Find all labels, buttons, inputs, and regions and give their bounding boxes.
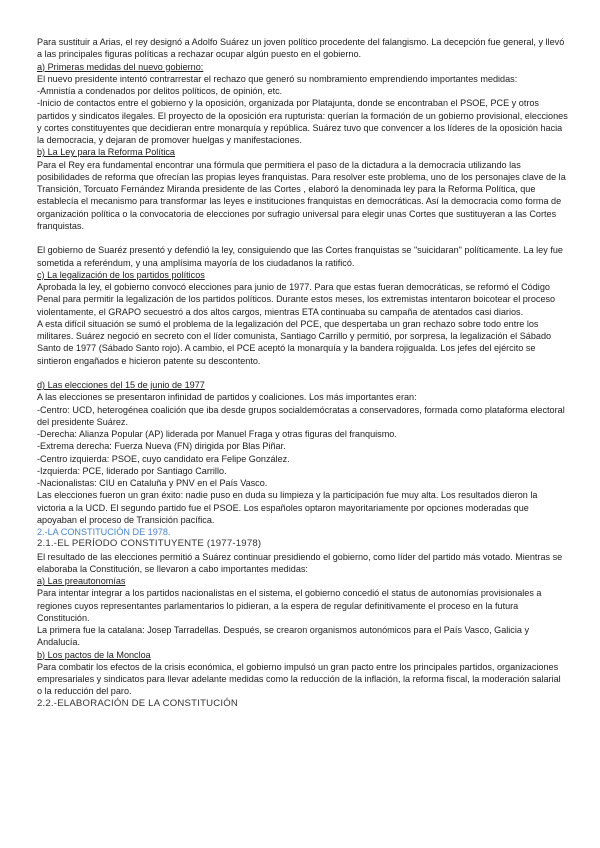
- section-c-paragraph: Aprobada la ley, el gobierno convocó elecciones para junio de 1977. Para que estas fueran democráticas, se reformó el Código Penal para permitir la legalización de los partidos políticos. Durante estos meses, los extremistas intentaron boicotear el proceso violentamente, el GRAPO secuestró a dos altos cargos, mientras ETA continuaba su campaña de atentados casi diarios.: [37, 282, 556, 317]
- party-list-item: -Izquierda: PCE, liderado por Santiago Carrillo.: [37, 465, 227, 476]
- subchapter-heading: 2.2.-ELABORACIÓN DE LA CONSTITUCIÓN: [37, 697, 239, 709]
- chapter-heading: 2.-LA CONSTITUCIÓN DE 1978.: [37, 527, 171, 537]
- section-b-heading: b) La Ley para la Reforma Política: [37, 147, 175, 158]
- section-a-heading: a) Primeras medidas del nuevo gobierno:: [37, 61, 204, 72]
- preautonomias-paragraph: Para intentar integrar a los partidos nacionalistas en el sistema, el gobierno concedió el status de autonomías provisionales a regiones cuyos representantes parlamentarios lo pidieran, a la espera de regular definitivamente el proceso en la futura Constitución.: [37, 588, 542, 623]
- section-d-paragraph: A las elecciones se presentaron infinidad de partidos y coaliciones. Los más importantes eran:: [37, 392, 417, 403]
- party-list-item: -Nacionalistas: CIU en Cataluña y PNV en el País Vasco.: [37, 478, 268, 488]
- section-d-paragraph: Las elecciones fueron un gran éxito: nadie puso en duda su limpieza y la participación fue muy alta. Los resultados dieron la victoria a la UCD. El segundo partido fue el PSOE. Los españoles optaron mayoritariamente por opciones moderadas que apoyaban el proceso de Transición pacífica.: [37, 490, 538, 525]
- party-list-item: -Centro: UCD, heterogénea coalición que iba desde grupos socialdemócratas a conservadores, formada como plataforma electoral del presidente Suárez.: [37, 404, 565, 427]
- section-2-paragraph: El resultado de las elecciones permitió a Suárez continuar presidiendo el gobierno, como líder del partido más votado. Mientras se elaboraba la Constitución, se llevaron a cabo importantes medidas:: [37, 551, 563, 574]
- preautonomias-paragraph: La primera fue la catalana: Josep Tarradellas. Después, se crearon organismos autonómicos para el País Vasco, Galicia y Andalucía.: [37, 625, 529, 648]
- section-b-paragraph: El gobierno de Suaréz presentó y defendió la ley, consiguiendo que las Cortes franquistas se "suicidaran" políticamente. La ley fue sometida a referéndum, y una amplísima mayoría de los ciudadanos la ratificó.: [37, 245, 563, 268]
- section-a-measure: -Inicio de contactos entre el gobierno y la oposición, organizada por Platajunta, donde se encontraban el PSOE, PCE y otros partidos y sindicatos ilegales. El proyecto de la oposición era rupturista: querían la formación de un gobierno provisional, elecciones y cortes constituyentes que decidieran entre monarquía y república. Suárez tuvo que convencer a los líderes de la oposición hacia la democracia, y dejaran de promover huelgas y manifestaciones.: [37, 98, 568, 145]
- party-list-item: -Extrema derecha: Fuerza Nueva (FN) dirigida por Blas Piñar.: [37, 441, 286, 452]
- moncloa-heading: b) Los pactos de la Moncloa: [37, 649, 151, 660]
- moncloa-paragraph: Para combatir los efectos de la crisis económica, el gobierno impulsó un gran pacto entre los principales partidos, organizaciones empresariales y sindicatos para llevar adelante medidas como la reducción de la inflación, la reforma fiscal, la moderación salarial o la reducción del paro.: [37, 661, 561, 697]
- section-d-heading: d) Las elecciones del 15 de junio de 1977: [37, 380, 205, 390]
- blank-line: [37, 367, 568, 379]
- party-list-item: -Derecha: Alianza Popular (AP) liderada por Manuel Fraga y otras figuras del franquismo.: [37, 429, 397, 439]
- section-b-paragraph: Para el Rey era fundamental encontrar una fórmula que permitiera el paso de la dictadura a la democracia utilizando las posibilidades de reforma que ofrecían las propias leyes franquistas. Para resolver este problema, uno de los personajes clave de la Transición, Torcuato Fernández Miranda presidente de las Cortes , elaboró la denominada ley para la Reforma Política, que establecía el mecanismo para transformar las leyes e instituciones franquistas en democráticas. Así la democracia como forma de organización política o la convocatoria de elecciones por sufragio universal para elegir unas Cortes que sustituyeran a las Cortes franquistas.: [37, 159, 566, 231]
- section-a-measure: -Amnistía a condenados por delitos políticos, de opinión, etc.: [37, 86, 283, 96]
- blank-line: [37, 232, 568, 244]
- preautonomias-heading: a) Las preautonomías: [37, 576, 126, 586]
- party-list-item: -Centro izquierda: PSOE, cuyo candidato era Felipe González.: [37, 453, 290, 464]
- section-c-heading: c) La legalización de los partidos políticos: [37, 269, 205, 280]
- section-c-paragraph: A esta difícil situación se sumó el problema de la legalización del PCE, que despertaba un gran rechazo sobre todo entre los militares. Suárez negoció en secreto con el líder comunista, Santiago Carrillo y permitió, por sorpresa, la legalización el Sábado Santo de 1977 (Sábado Santo rojo). A cambio, el PCE aceptó la monarquía y la bandera rojigualda. Los jefes del ejército se sintieron engañados e hicieron patente su descontento.: [37, 318, 552, 366]
- section-a-paragraph: El nuevo presidente intentó contrarrestar el rechazo que generó su nombramiento emprendiendo importantes medidas:: [37, 73, 518, 84]
- document-page: [37, 36, 568, 710]
- intro-paragraph: Para sustituir a Arias, el rey designó a Adolfo Suárez un joven político procedente del falangismo. La decepción fue general, y llevó a las principales figuras políticas a rechazar ocupar algún puesto en el gobierno.: [37, 37, 565, 60]
- subchapter-heading: 2.1.-EL PERÍODO CONSTITUYENTE (1977-1978): [37, 538, 262, 550]
